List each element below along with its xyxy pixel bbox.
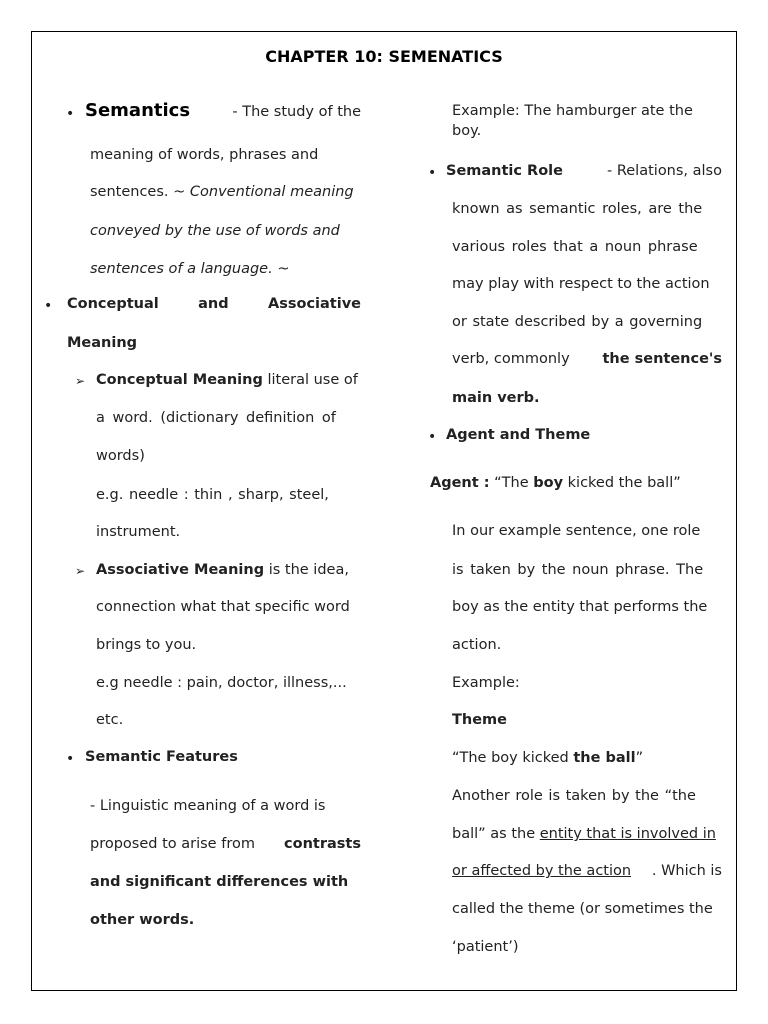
theme-para-2: ball” as the entity that is involved in <box>452 826 716 842</box>
bullet-icon: • <box>66 106 75 122</box>
concept-assoc-heading: Conceptual and Associative <box>67 296 361 312</box>
conceptual-line-3: words) <box>96 448 145 464</box>
agent-para-1: In our example sentence, one role <box>452 523 701 539</box>
features-line-3: and significant differences with <box>90 874 349 890</box>
theme-para-5: ‘patient’) <box>452 939 519 955</box>
arrow-bullet-icon: ➢ <box>75 374 86 388</box>
features-line-1: - Linguistic meaning of a word is <box>90 798 326 814</box>
semantics-def-1: - The study of the <box>232 104 361 120</box>
associative-line-2: connection what that specific word <box>96 599 350 615</box>
role-line-3: various roles that a noun phrase <box>452 239 698 255</box>
role-line-7: main verb. <box>452 390 540 406</box>
role-line-4: may play with respect to the action <box>452 276 710 292</box>
arrow-bullet-icon: ➢ <box>75 564 86 578</box>
semantics-line-3: sentences. ~ Conventional meaning <box>90 184 354 200</box>
semantics-line-5: sentences of a language. ~ <box>90 261 290 277</box>
example-top-1: Example: The hamburger ate the <box>452 103 693 119</box>
agent-example-label: Example: <box>452 675 520 691</box>
semantics-term: Semantics <box>85 100 191 121</box>
theme-heading: Theme <box>452 712 507 728</box>
bullet-icon: • <box>66 751 75 767</box>
agent-para-2: is taken by the noun phrase. The <box>452 562 704 578</box>
semantics-def-2: meaning of words, phrases and <box>90 147 319 163</box>
bullet-icon: • <box>428 429 437 445</box>
associative-example-1: e.g needle : pain, doctor, illness,... <box>96 675 347 691</box>
agent-para-4: action. <box>452 637 502 653</box>
features-line-2: proposed to arise from contrasts <box>90 836 361 852</box>
theme-quote: “The boy kicked the ball” <box>452 750 644 766</box>
conceptual-example-2: instrument. <box>96 524 181 540</box>
theme-para-3: or affected by the action . Which is <box>452 863 722 879</box>
bullet-icon: • <box>44 298 53 314</box>
semantics-line-4: conveyed by the use of words and <box>90 223 340 239</box>
concept-assoc-heading-2: Meaning <box>67 335 138 351</box>
semantics-line-2 <box>90 145 361 165</box>
role-line-6: verb, commonly the sentence's <box>452 351 722 367</box>
role-line-5: or state described by a governing <box>452 314 703 330</box>
agent-para-3: boy as the entity that performs the <box>452 599 708 615</box>
bullet-icon: • <box>428 165 437 181</box>
example-top-2: boy. <box>452 123 482 139</box>
associative-example-2: etc. <box>96 712 124 728</box>
conceptual-line-2: a word. (dictionary definition of <box>96 410 336 426</box>
conceptual-example-1: e.g. needle : thin , sharp, steel, <box>96 487 329 503</box>
conceptual-line-1: Conceptual Meaning literal use of <box>96 372 358 388</box>
agent-theme-heading: Agent and Theme <box>446 427 591 443</box>
semantics-line-1 <box>85 101 361 122</box>
associative-line-3: brings to you. <box>96 637 197 653</box>
role-line-1: Semantic Role - Relations, also <box>446 163 722 179</box>
features-line-4: other words. <box>90 912 195 928</box>
theme-para-4: called the theme (or sometimes the <box>452 901 713 917</box>
semantic-features-heading: Semantic Features <box>85 749 238 765</box>
agent-quote: Agent : “The boy kicked the ball” <box>430 475 681 491</box>
associative-line-1: Associative Meaning is the idea, <box>96 562 349 578</box>
page-title: CHAPTER 10: SEMENATICS <box>265 47 503 66</box>
role-line-2: known as semantic roles, are the <box>452 201 703 217</box>
theme-para-1: Another role is taken by the “the <box>452 788 696 804</box>
